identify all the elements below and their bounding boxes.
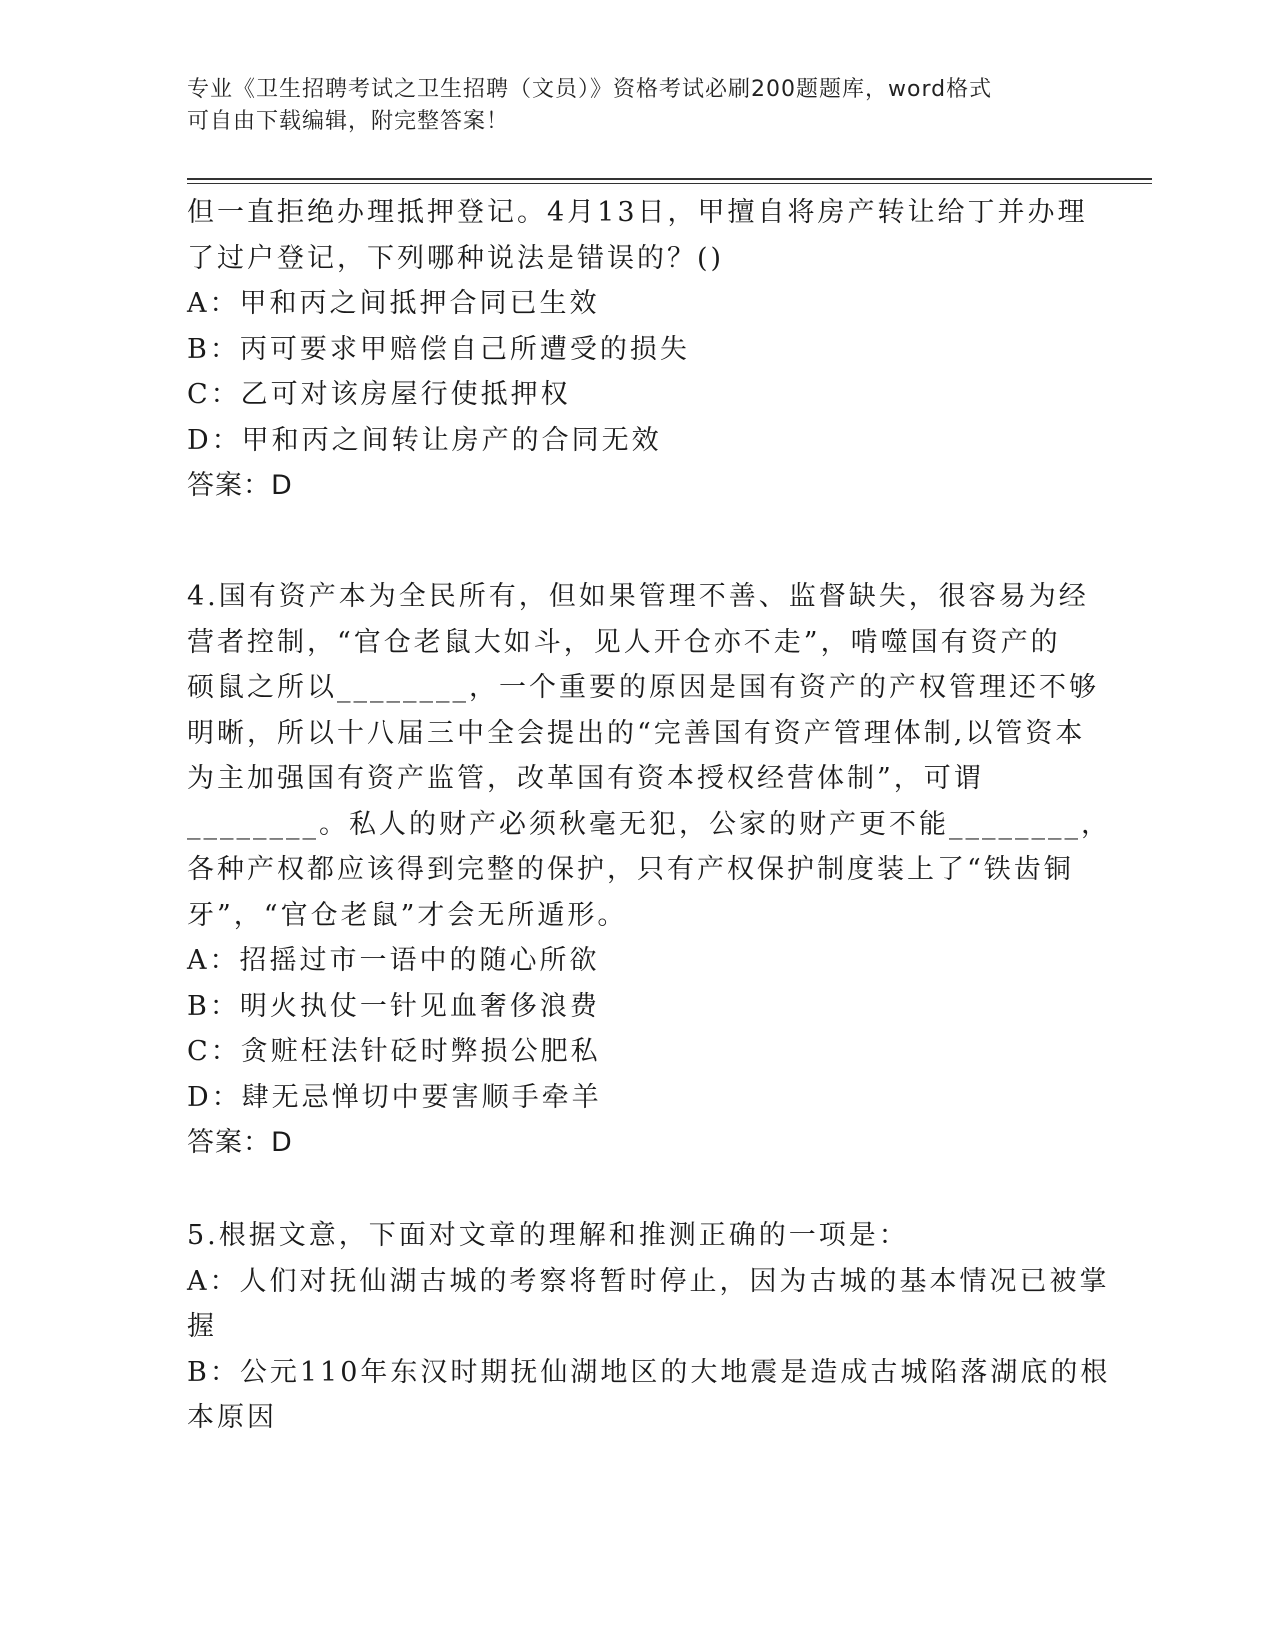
question-stem-line: 硕鼠之所以________，一个重要的原因是国有资产的产权管理还不够 [187, 672, 1099, 703]
question-stem-line: 但一直拒绝办理抵押登记。4月13日，甲擅自将房产转让给丁并办理 [187, 197, 1088, 228]
option-a: A：人们对抚仙湖古城的考察将暂时停止，因为古城的基本情况已被掌 [187, 1265, 1110, 1297]
option-a: A：招摇过市一语中的随心所欲 [187, 945, 600, 976]
option-b-continued: 本原因 [187, 1402, 277, 1433]
option-a-continued: 握 [187, 1311, 217, 1342]
option-b: B：丙可要求甲赔偿自己所遭受的损失 [187, 333, 690, 365]
option-c: C：乙可对该房屋行使抵押权 [187, 379, 571, 410]
question-3 [187, 190, 1087, 509]
document-body [187, 190, 1111, 1441]
option-a: A：甲和丙之间抵押合同已生效 [187, 288, 600, 319]
question-5 [187, 1213, 1111, 1441]
document-header [187, 74, 1067, 138]
header-title-line-2: 可自由下载编辑，附完整答案！ [187, 109, 510, 134]
question-4 [187, 574, 1111, 1166]
option-c: C：贪赃枉法针砭时弊损公肥私 [187, 1036, 601, 1067]
question-stem-line: 各种产权都应该得到完整的保护，只有产权保护制度装上了“铁齿铜 [187, 854, 1074, 885]
option-b: B：公元110年东汉时期抚仙湖地区的大地震是造成古城陷落湖底的根 [187, 1356, 1111, 1388]
answer: 答案：D [187, 470, 293, 501]
question-stem-line: 4.国有资产本为全民所有，但如果管理不善、监督缺失，很容易为经 [187, 581, 1089, 612]
question-stem-line: 明晰，所以十八届三中全会提出的“完善国有资产管理体制,以管资本 [187, 717, 1086, 749]
question-stem-line: ________。私人的财产必须秋毫无犯，公家的财产更不能________， [187, 808, 1111, 840]
header-title-line-1: 专业《卫生招聘考试之卫生招聘（文员）》资格考试必刷200题题库，word格式 [187, 77, 993, 102]
question-stem-line: 5.根据文意，下面对文章的理解和推测正确的一项是： [187, 1220, 909, 1251]
header-divider-thin [187, 183, 1152, 184]
option-b: B：明火执仗一针见血奢侈浪费 [187, 990, 600, 1022]
spacer [187, 1166, 1087, 1212]
option-d: D：肆无忌惮切中要害顺手牵羊 [187, 1081, 602, 1113]
spacer [187, 509, 1087, 555]
option-d: D：甲和丙之间转让房产的合同无效 [187, 424, 662, 456]
question-stem-line: 营者控制，“官仓老鼠大如斗，见人开仓亦不走”，啃噬国有资产的 [187, 626, 1061, 658]
question-stem-line: 牙”，“官仓老鼠”才会无所遁形。 [187, 899, 628, 931]
answer: 答案：D [187, 1127, 293, 1158]
question-stem-line: 为主加强国有资产监管，改革国有资本授权经营体制”，可谓 [187, 763, 984, 794]
question-stem-line: 了过户登记，下列哪种说法是错误的？() [187, 242, 725, 274]
header-divider [187, 178, 1152, 180]
